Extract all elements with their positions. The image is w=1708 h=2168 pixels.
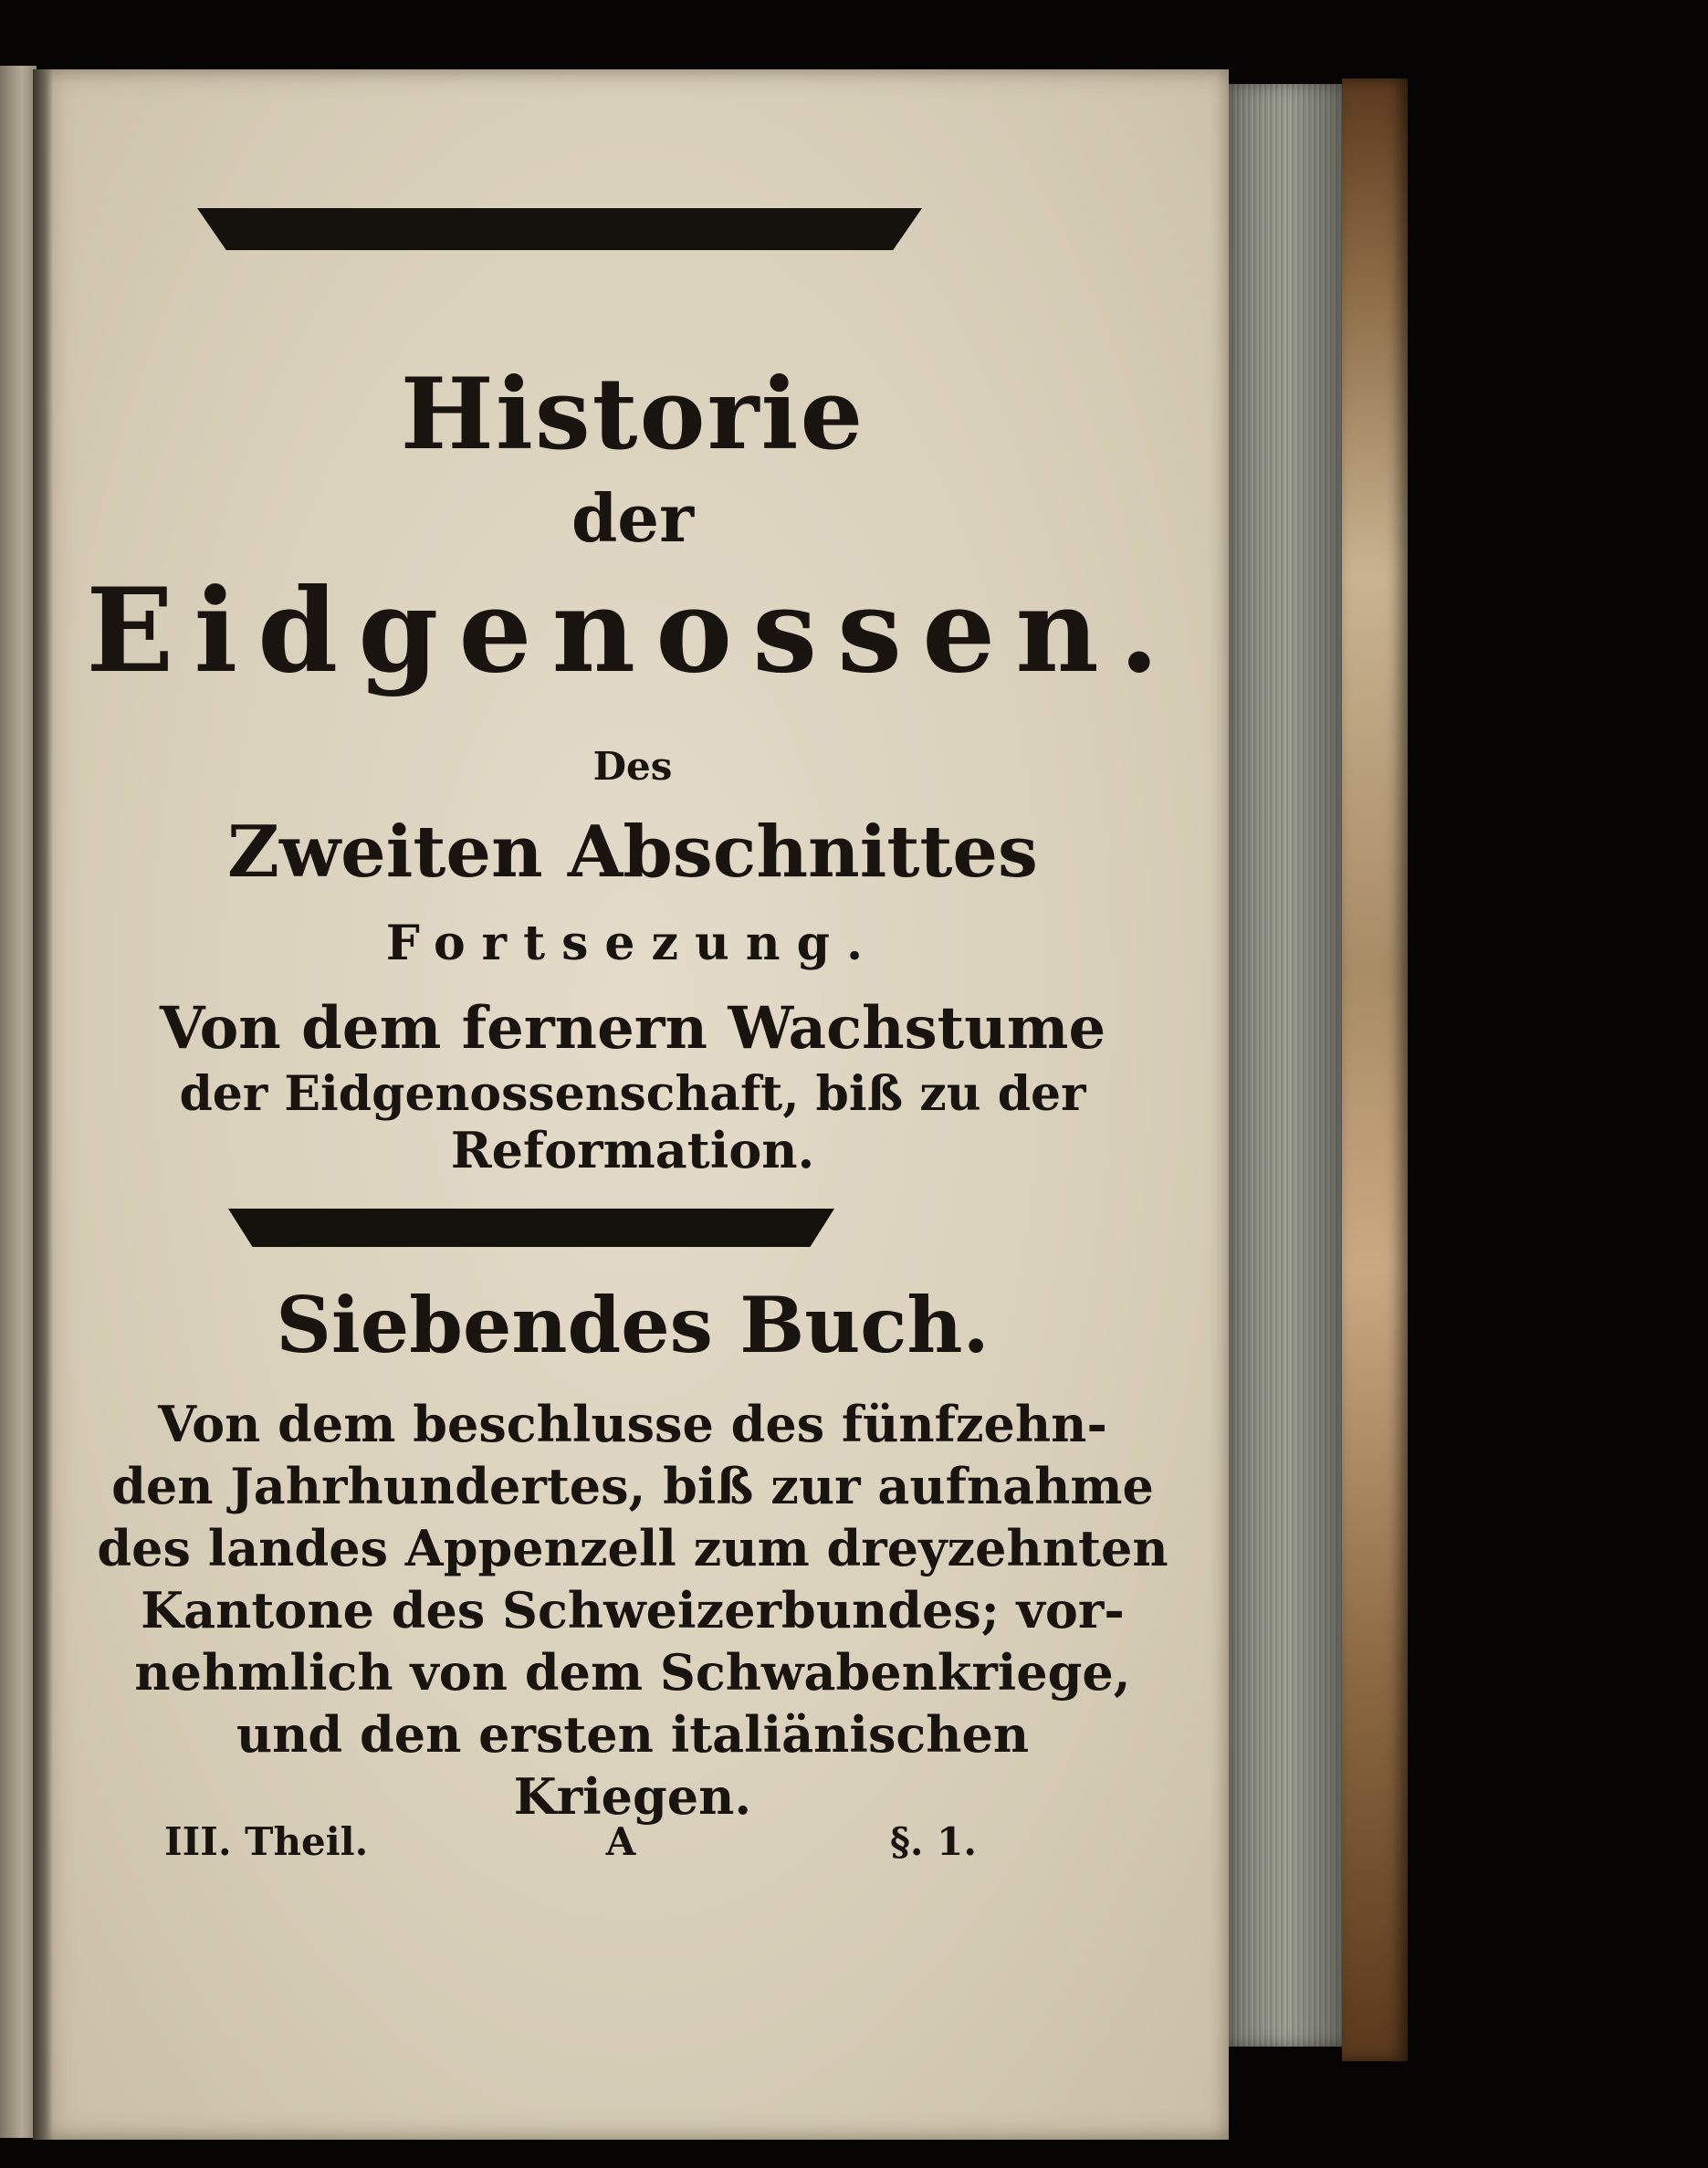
subtitle-line-2: der Eidgenossenschaft, biß zu der <box>179 1066 1086 1122</box>
summary-line-7: Kriegen. <box>513 1767 752 1826</box>
summary-line-5: nehmlich von dem Schwabenkriege, <box>134 1643 1131 1702</box>
subtitle-line-1: Von dem fernern Wachstume <box>159 994 1106 1063</box>
middle-ornament-rule <box>228 1209 834 1247</box>
leather-cover <box>1342 79 1408 2061</box>
part-line-2: Zweiten Abschnittes <box>227 811 1038 894</box>
part-line-3: Fortsezung. <box>385 916 880 971</box>
top-ornament-rule <box>197 208 922 250</box>
summary-line-3: des landes Appenzell zum dreyzehnten <box>97 1519 1168 1577</box>
footer-signature-mark: A <box>605 1819 636 1864</box>
previous-page-edge <box>0 66 37 2138</box>
summary-line-2: den Jahrhundertes, biß zur aufnahme <box>111 1457 1154 1515</box>
summary-line-1: Von dem beschlusse des fünfzehn- <box>158 1395 1107 1453</box>
footer-catchword: §. 1. <box>889 1819 977 1864</box>
title-line-3: Eidgenossen. <box>86 563 1179 698</box>
footer-signature-part: III. Theil. <box>164 1819 369 1864</box>
subtitle-line-3: Reformation. <box>450 1121 815 1179</box>
title-page <box>37 69 1229 2140</box>
title-line-1: Historie <box>400 357 865 472</box>
summary-line-4: Kantone des Schweizerbundes; vor- <box>141 1581 1125 1639</box>
book-title: Siebendes Buch. <box>276 1280 990 1370</box>
summary-line-6: und den ersten italiänischen <box>236 1705 1030 1764</box>
title-line-2: der <box>571 479 695 557</box>
part-line-1: Des <box>592 744 673 789</box>
page-block-shade <box>1229 84 1347 2047</box>
